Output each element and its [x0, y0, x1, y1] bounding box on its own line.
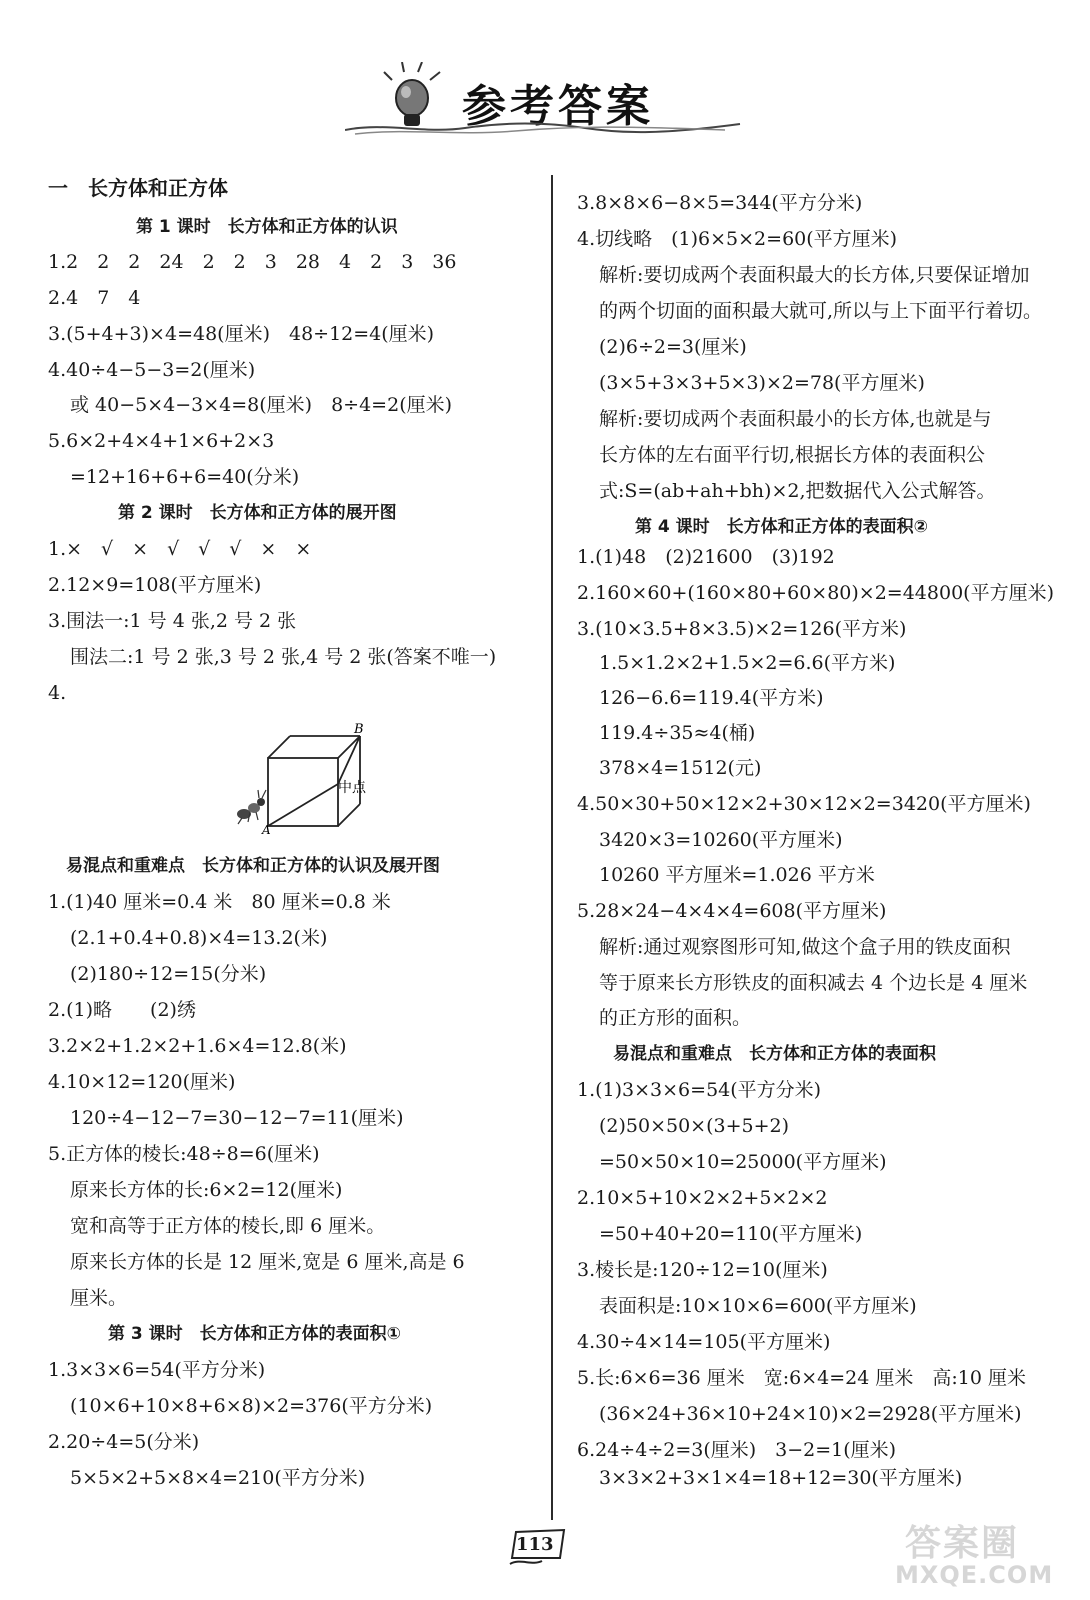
- right-answer-line: 3420×3=10260(平方厘米): [599, 829, 843, 851]
- left-answer-line: 2.20÷4=5(分米): [48, 1431, 200, 1453]
- right-answer-line: (3×5+3×3+5×3)×2=78(平方厘米): [599, 372, 925, 394]
- right-answer-line: 3×3×2+3×1×4=18+12=30(平方厘米): [599, 1467, 963, 1489]
- midpoint-label: 中点: [338, 780, 366, 796]
- left-lesson-heading: 第 2 课时 长方体和正方体的展开图: [118, 503, 397, 523]
- left-answer-line: 2.12×9=108(平方厘米): [48, 574, 262, 596]
- left-answer-line: 120÷4−12−7=30−12−7=11(厘米): [70, 1107, 404, 1129]
- point-b-label: B: [354, 722, 364, 737]
- right-answer-line: 表面积是:10×10×6=600(平方厘米): [599, 1295, 917, 1317]
- left-lesson-heading: 易混点和重难点 长方体和正方体的认识及展开图: [66, 856, 440, 876]
- right-answer-line: 解析:要切成两个表面积最小的长方体,也就是与: [599, 408, 992, 430]
- left-answer-line: 原来长方体的长是 12 厘米,宽是 6 厘米,高是 6: [70, 1251, 465, 1273]
- left-answer-line: 1.3×3×6=54(平方分米): [48, 1359, 266, 1381]
- right-answer-line: =50×50×10=25000(平方厘米): [599, 1151, 887, 1173]
- left-answer-line: 3.2×2+1.2×2+1.6×4=12.8(米): [48, 1035, 347, 1057]
- page-title: 参考答案: [462, 81, 654, 132]
- left-answer-line: 5×5×2+5×8×4=210(平方分米): [70, 1467, 366, 1489]
- left-answer-line: (10×6+10×8+6×8)×2=376(平方分米): [70, 1395, 433, 1417]
- left-answer-line: 1.(1)40 厘米=0.4 米 80 厘米=0.8 米: [48, 891, 391, 913]
- left-answer-line: 5.6×2+4×4+1×6+2×3: [48, 430, 275, 452]
- left-answer-line: 围法二:1 号 2 张,3 号 2 张,4 号 2 张(答案不唯一): [70, 646, 497, 668]
- left-answer-line: 2.(1)略 (2)绣: [48, 999, 196, 1021]
- right-answer-line: 6.24÷4÷2=3(厘米) 3−2=1(厘米): [577, 1439, 897, 1461]
- left-answer-line: 4.10×12=120(厘米): [48, 1071, 236, 1093]
- left-answer-line: 5.正方体的棱长:48÷8=6(厘米): [48, 1143, 320, 1165]
- right-answer-line: 解析:通过观察图形可知,做这个盒子用的铁皮面积: [599, 936, 1011, 958]
- right-answer-line: 的两个切面的面积最大就可,所以与上下面平行着切。: [599, 300, 1043, 322]
- right-answer-line: 126−6.6=119.4(平方米): [599, 687, 824, 709]
- right-answer-line: 的正方形的面积。: [599, 1007, 752, 1029]
- left-answer-line: 3.(5+4+3)×4=48(厘米) 48÷12=4(厘米): [48, 323, 435, 345]
- left-answer-line: 1.2 2 2 24 2 2 3 28 4 2 3 36: [48, 251, 457, 273]
- right-answer-line: 5.28×24−4×4×4=608(平方厘米): [577, 900, 887, 922]
- right-answer-line: 2.10×5+10×2×2+5×2×2: [577, 1187, 828, 1209]
- right-answer-line: =50+40+20=110(平方厘米): [599, 1223, 863, 1245]
- right-lesson-heading: 第 4 课时 长方体和正方体的表面积②: [635, 517, 929, 537]
- right-answer-line: 式:S=(ab+ah+bh)×2,把数据代入公式解答。: [599, 480, 996, 502]
- ant-icon: [237, 790, 266, 824]
- page-number: 113: [516, 1534, 554, 1555]
- left-answer-line: 2.4 7 4: [48, 287, 141, 309]
- left-answer-line: =12+16+6+6=40(分米): [70, 466, 300, 488]
- point-a-label: A: [262, 823, 271, 835]
- left-answer-line: 或 40−5×4−3×4=8(厘米) 8÷4=2(厘米): [70, 394, 453, 416]
- right-answer-line: (2)6÷2=3(厘米): [599, 336, 747, 358]
- right-answer-line: 1.(1)3×3×6=54(平方分米): [577, 1079, 822, 1101]
- right-answer-line: 378×4=1512(元): [599, 757, 762, 779]
- right-answer-line: 10260 平方厘米=1.026 平方米: [599, 864, 875, 886]
- title-underline-decoration: [345, 118, 745, 138]
- right-answer-line: 4.30÷4×14=105(平方厘米): [577, 1331, 831, 1353]
- right-answer-line: 3.8×8×6−8×5=344(平方分米): [577, 192, 863, 214]
- left-answer-line: 厘米。: [70, 1287, 128, 1309]
- column-divider: [551, 175, 553, 1520]
- right-answer-line: 5.长:6×6=36 厘米 宽:6×4=24 厘米 高:10 厘米: [577, 1367, 1027, 1389]
- right-answer-line: 1.5×1.2×2+1.5×2=6.6(平方米): [599, 652, 896, 674]
- cube-diagram: [228, 720, 388, 835]
- watermark: [895, 1515, 1080, 1595]
- left-answer-line: 1.× √ × √ √ √ × ×: [48, 538, 312, 560]
- right-answer-line: (2)50×50×(3+5+2): [599, 1115, 790, 1137]
- right-answer-line: 解析:要切成两个表面积最大的长方体,只要保证增加: [599, 264, 1030, 286]
- left-answer-line: (2)180÷12=15(分米): [70, 963, 267, 985]
- right-answer-line: 4.切线略 (1)6×5×2=60(平方厘米): [577, 228, 898, 250]
- left-lesson-heading: 第 1 课时 长方体和正方体的认识: [136, 217, 398, 237]
- page-header: [0, 0, 1090, 150]
- watermark-bottom-text: MXQE.COM: [895, 1561, 1054, 1589]
- right-answer-line: 3.(10×3.5+8×3.5)×2=126(平方米): [577, 618, 907, 640]
- watermark-top-text: 答案圈: [905, 1523, 1020, 1564]
- right-answer-line: 4.50×30+50×12×2+30×12×2=3420(平方厘米): [577, 793, 1031, 815]
- section-title-text: 一 长方体和正方体: [48, 176, 228, 200]
- left-answer-line: 宽和高等于正方体的棱长,即 6 厘米。: [70, 1215, 386, 1237]
- left-answer-line: 4.: [48, 682, 67, 704]
- right-lesson-heading: 易混点和重难点 长方体和正方体的表面积: [613, 1044, 936, 1064]
- left-answer-line: 原来长方体的长:6×2=12(厘米): [70, 1179, 343, 1201]
- right-answer-line: 长方体的左右面平行切,根据长方体的表面积公: [599, 444, 986, 466]
- right-answer-line: 1.(1)48 (2)21600 (3)192: [577, 546, 835, 568]
- left-answer-line: 3.围法一:1 号 4 张,2 号 2 张: [48, 610, 297, 632]
- right-answer-line: (36×24+36×10+24×10)×2=2928(平方厘米): [599, 1403, 1022, 1425]
- left-answer-line: 4.40÷4−5−3=2(厘米): [48, 359, 256, 381]
- right-answer-line: 119.4÷35≈4(桶): [599, 722, 756, 744]
- left-answer-line: (2.1+0.4+0.8)×4=13.2(米): [70, 927, 328, 949]
- left-lesson-heading: 第 3 课时 长方体和正方体的表面积①: [108, 1324, 402, 1344]
- right-answer-line: 等于原来长方形铁皮的面积减去 4 个边长是 4 厘米: [599, 972, 1028, 994]
- right-answer-line: 2.160×60+(160×80+60×80)×2=44800(平方厘米): [577, 582, 1054, 604]
- right-answer-line: 3.棱长是:120÷12=10(厘米): [577, 1259, 828, 1281]
